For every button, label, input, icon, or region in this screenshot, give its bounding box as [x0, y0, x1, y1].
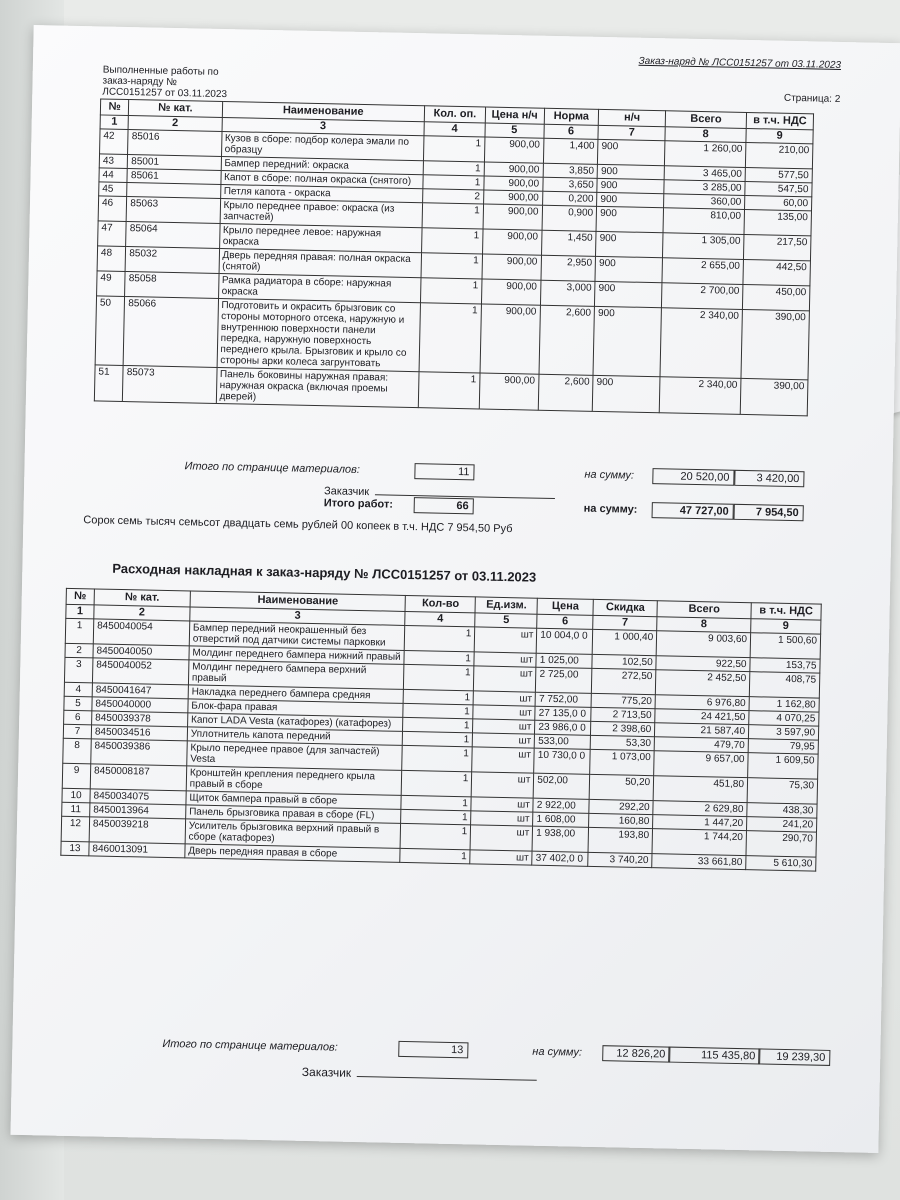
cell-vat: 408,75: [749, 672, 819, 698]
works-total-sum: 47 727,00: [652, 502, 734, 520]
cell-total: 2 700,00: [662, 283, 744, 310]
cell-norm: 3,850: [543, 163, 598, 178]
parts-page-total-sum: 115 435,80: [668, 1047, 760, 1065]
cell-price: 900,00: [481, 279, 540, 305]
works-page-total-vat: 3 420,00: [734, 470, 804, 487]
works-caption: [102, 64, 283, 101]
col-number: 7: [593, 615, 657, 630]
cell-price: 2 922,00: [533, 798, 589, 813]
works-total-sum-label: на сумму:: [583, 502, 638, 516]
caption-line: ЛСС0151257 от 03.11.2023: [102, 86, 228, 101]
col-header: Кол-во: [406, 595, 476, 612]
cell-price: 2 725,00: [536, 667, 592, 693]
cell-n: 4: [64, 682, 92, 697]
col-number: 3: [190, 607, 406, 626]
col-number: 7: [598, 125, 665, 140]
cell-cat: 8450041647: [92, 683, 188, 699]
cell-cat: 8450040000: [92, 697, 188, 713]
cell-nh: 900: [593, 306, 661, 376]
cell-qty: 1: [401, 823, 471, 849]
works-total-label: Итого работ:: [323, 497, 394, 511]
col-header: Скидка: [593, 599, 657, 616]
col-header: Кол. оп.: [424, 106, 485, 123]
cell-name: Накладка переднего бампера средняя: [188, 685, 404, 704]
cell-vat: 450,00: [743, 284, 810, 310]
cell-norm: 1,450: [541, 230, 596, 256]
cell-total: 3 465,00: [664, 166, 745, 182]
cell-unit: шт: [473, 733, 535, 748]
cell-unit: шт: [473, 705, 535, 720]
col-number: 1: [66, 604, 94, 619]
cell-n: 11: [62, 802, 90, 817]
col-header: Наименование: [222, 101, 425, 121]
cell-name: Крыло переднее правое (для запчастей) Vesta: [187, 741, 403, 771]
cell-n: 45: [99, 182, 128, 197]
cell-vat: 5 610,30: [746, 856, 816, 871]
col-header: Всего: [657, 601, 751, 619]
cell-total: 2 340,00: [660, 308, 742, 379]
cell-price: 900,00: [484, 162, 543, 177]
cell-price: 900,00: [482, 254, 541, 280]
cell-name: Кронштейн крепления переднего крыла правый в сборе: [186, 766, 402, 796]
cell-unit: шт: [471, 811, 533, 826]
col-header: №: [66, 588, 94, 605]
cell-price: 900,00: [484, 137, 543, 163]
col-header: в т.ч. НДС: [746, 112, 813, 129]
cell-cat: 85066: [123, 297, 218, 368]
cell-unit: шт: [473, 719, 535, 734]
col-number: 4: [424, 122, 485, 137]
works-total-qty: 66: [414, 497, 474, 514]
cell-n: 7: [63, 724, 91, 739]
cell-disc: 272,50: [592, 668, 656, 694]
cell-name: Усилитель брызговика верхний правый в сборе (катафорез): [185, 819, 401, 849]
cell-qty: 1: [423, 175, 484, 190]
cell-unit: шт: [472, 747, 534, 773]
cell-name: Рамка радиатора в сборе: наружная окраска: [218, 273, 421, 302]
cell-cat: 85032: [125, 247, 219, 274]
cell-total: 2 629,80: [653, 801, 747, 817]
cell-total: 9 657,00: [654, 751, 748, 778]
col-number: 2: [94, 605, 190, 621]
cell-vat: 442,50: [743, 259, 810, 285]
cell-qty: 1: [405, 625, 475, 651]
cell-n: 12: [61, 816, 89, 842]
cell-n: 47: [98, 221, 127, 247]
cell-price: 900,00: [483, 204, 542, 230]
cell-disc: 1 073,00: [590, 749, 654, 775]
cell-unit: шт: [475, 627, 537, 653]
cell-price: 1 938,00: [532, 826, 588, 852]
works-page-total-sum: 20 520,00: [652, 468, 734, 486]
cell-unit: шт: [473, 691, 535, 706]
col-number: 4: [405, 611, 475, 626]
cell-n: 43: [99, 154, 128, 169]
cell-qty: 1: [400, 848, 470, 863]
cell-name: Бампер передний неокрашенный без отверстий под датчики системы парковки: [189, 621, 405, 651]
cell-qty: 1: [422, 203, 483, 229]
cell-total: 451,80: [653, 776, 747, 803]
cell-cat: 85063: [126, 197, 220, 224]
cell-cat: 8450039386: [91, 739, 187, 766]
cell-name: Щиток бампера правый в сборе: [186, 791, 402, 810]
cell-unit: шт: [470, 850, 532, 865]
cell-total: 24 421,50: [655, 709, 749, 725]
cell-disc: 775,20: [591, 693, 655, 708]
cell-qty: 1: [404, 650, 474, 665]
cell-name: Уплотнитель капота передний: [187, 727, 403, 746]
cell-n: 2: [65, 643, 93, 658]
cell-price: 7 752,00: [535, 692, 591, 707]
parts-page-total-qty: 13: [398, 1041, 468, 1058]
col-number: 2: [128, 116, 221, 132]
cell-price: 1 608,00: [533, 812, 589, 827]
cell-norm: 0,200: [542, 191, 597, 206]
cell-price: 10 004,0 0: [536, 628, 592, 654]
cell-price: 37 402,0 0: [532, 851, 588, 866]
cell-total: 810,00: [663, 208, 745, 235]
cell-unit: шт: [474, 652, 536, 667]
col-header: н/ч: [598, 109, 665, 126]
col-number: 9: [751, 619, 821, 634]
cell-cat: 8450034516: [91, 725, 187, 741]
cell-total: 2 340,00: [659, 377, 741, 415]
cell-name: Дверь передняя правая: полная окраска (снятой): [219, 248, 422, 277]
cell-vat: 135,00: [744, 209, 811, 235]
works-page-total-label: Итого по странице материалов:: [184, 460, 361, 476]
cell-qty: 1: [403, 731, 473, 746]
works-table: [94, 98, 814, 416]
cell-nh: 900: [596, 206, 663, 232]
cell-n: 3: [64, 657, 92, 683]
document-page: [10, 25, 900, 1153]
cell-qty: 1: [422, 228, 483, 254]
cell-total: 360,00: [664, 194, 745, 210]
parts-sum-label: на сумму:: [532, 1045, 583, 1059]
cell-n: 48: [97, 246, 126, 272]
cell-qty: 1: [402, 745, 472, 771]
cell-cat: 85001: [128, 155, 221, 171]
cell-n: 9: [62, 763, 90, 789]
cell-total: 1 305,00: [663, 233, 745, 260]
cell-norm: 3,000: [540, 280, 595, 306]
cell-n: 50: [95, 296, 125, 366]
col-number: 8: [665, 127, 746, 143]
cell-nh: 900: [595, 281, 662, 307]
cell-vat: 241,20: [747, 817, 817, 832]
cell-n: 13: [61, 841, 89, 856]
parts-page-total-label: Итого по странице материалов:: [162, 1037, 338, 1054]
cell-vat: 60,00: [745, 195, 812, 210]
cell-total: 922,50: [656, 656, 750, 672]
cell-price: 533,00: [534, 734, 590, 749]
cell-price: 502,00: [533, 773, 589, 799]
cell-vat: 4 070,25: [749, 711, 819, 726]
works-sum-label: на сумму:: [584, 468, 635, 482]
cell-n: 42: [100, 129, 129, 155]
cell-qty: 1: [401, 795, 471, 810]
cell-qty: 1: [421, 253, 482, 279]
cell-n: 8: [63, 738, 91, 764]
cell-vat: 210,00: [746, 142, 813, 168]
cell-price: 900,00: [480, 304, 540, 374]
cell-n: 10: [62, 788, 90, 803]
cell-qty: 1: [418, 372, 480, 409]
cell-norm: 2,600: [538, 374, 593, 411]
cell-total: 9 003,60: [656, 631, 750, 658]
col-number: 8: [657, 617, 751, 633]
cell-disc: 292,20: [589, 799, 653, 814]
parts-table: [60, 588, 821, 872]
cell-qty: 2: [423, 189, 484, 204]
page-number: Страница: 2: [783, 92, 841, 105]
cell-cat: 8450039378: [92, 711, 188, 727]
cell-norm: 3,650: [542, 177, 597, 192]
cell-vat: 438,30: [747, 803, 817, 818]
cell-name: Молдинг переднего бампера верхний правый: [188, 660, 404, 690]
works-page-total-qty: 11: [414, 463, 474, 480]
cell-total: 2 452,50: [656, 670, 750, 697]
col-number: 6: [544, 124, 599, 139]
cell-cat: 8450040054: [93, 619, 189, 646]
col-number: 1: [100, 115, 129, 130]
cell-price: 900,00: [483, 190, 542, 205]
cell-qty: 1: [404, 664, 474, 690]
cell-unit: шт: [470, 825, 532, 851]
cell-norm: 1,400: [543, 138, 598, 164]
cell-cat: 8450040050: [93, 644, 189, 660]
cell-name: Кузов в сборе: подбор колера эмали по образцу: [221, 131, 424, 160]
cell-cat: 85061: [127, 169, 220, 185]
cell-vat: 217,50: [744, 234, 811, 260]
cell-disc: 102,50: [592, 654, 656, 669]
cell-total: 1 260,00: [665, 141, 747, 168]
cell-total: 3 285,00: [664, 180, 745, 196]
parts-customer: [302, 1065, 538, 1084]
col-header: Норма: [544, 108, 599, 125]
cell-nh: 900: [596, 231, 663, 257]
signature-line: [375, 484, 555, 499]
cell-name: Подготовить и окрасить брызговик со стороны моторного отсека, наружную и внутреннюю поверхности панели передка, наружную поверхность переднего крыла. Брызговик и крыло со стороны арки колеса загрунтовать: [217, 298, 421, 371]
cell-norm: 2,950: [541, 255, 596, 281]
cell-qty: 1: [421, 278, 482, 304]
cell-vat: 390,00: [741, 309, 809, 379]
cell-cat: 8460013091: [89, 842, 185, 858]
cell-name: Бампер передний: окраска: [221, 156, 424, 174]
col-number: 6: [537, 614, 593, 629]
col-header: в т.ч. НДС: [751, 603, 821, 620]
col-number: 3: [222, 117, 425, 135]
cell-cat: 8450008187: [90, 764, 186, 791]
col-header: Ед.изм.: [475, 597, 537, 614]
cell-name: Крыло переднее правое: окраска (из запчастей): [220, 198, 423, 227]
parts-page-total-vat: 19 239,30: [758, 1048, 830, 1066]
cell-norm: 2,600: [539, 305, 595, 375]
cell-nh: 900: [593, 375, 661, 412]
cell-qty: 1: [402, 770, 472, 796]
caption-line: заказ-наряду №: [102, 75, 178, 89]
cell-vat: 290,70: [746, 831, 816, 857]
cell-nh: 900: [598, 139, 665, 165]
col-header: Наименование: [190, 591, 406, 612]
cell-qty: 1: [403, 717, 473, 732]
cell-qty: 1: [423, 161, 484, 176]
customer-label: Заказчик: [323, 485, 370, 499]
cell-total: 479,70: [654, 737, 748, 753]
cell-cat: 85064: [126, 222, 220, 249]
cell-disc: 50,20: [589, 774, 653, 800]
cell-qty: 1: [404, 689, 474, 704]
cell-cat: 85073: [123, 365, 217, 403]
cell-vat: 79,95: [748, 739, 818, 754]
cell-vat: 75,30: [747, 778, 817, 804]
cell-total: 1 447,20: [653, 815, 747, 831]
order-title: Заказ-наряд № ЛСС0151257 от 03.11.2023: [638, 55, 842, 71]
parts-title: Расходная накладная к заказ-наряду № ЛСС0151257 от 03.11.2023: [112, 560, 537, 585]
cell-total: 33 661,80: [652, 854, 746, 870]
cell-vat: 577,50: [745, 167, 812, 182]
cell-vat: 153,75: [750, 658, 820, 673]
cell-nh: 900: [597, 164, 664, 179]
works-total-vat: 7 954,50: [734, 504, 804, 521]
cell-price: 1 025,00: [536, 653, 592, 668]
cell-price: 10 730,0 0: [534, 748, 590, 774]
cell-n: 44: [99, 168, 128, 183]
cell-total: 2 655,00: [662, 258, 744, 285]
cell-total: 6 976,80: [655, 695, 749, 711]
col-header: Всего: [665, 111, 746, 129]
customer-label: Заказчик: [301, 1064, 352, 1080]
cell-n: 49: [97, 271, 126, 297]
cell-disc: 193,80: [588, 827, 652, 853]
cell-n: 6: [64, 710, 92, 725]
cell-name: Дверь передняя правая в сборе: [185, 844, 401, 863]
cell-name: Панель боковины наружная правая: наружная окраска (включая проемы дверей): [216, 367, 419, 407]
cell-cat: 85016: [128, 130, 222, 157]
cell-price: 900,00: [484, 176, 543, 191]
cell-unit: шт: [472, 772, 534, 798]
cell-price: 27 135,0 0: [535, 706, 591, 721]
cell-unit: шт: [474, 666, 536, 692]
cell-cat: 8450039218: [89, 817, 185, 844]
cell-name: Молдинг переднего бампера нижний правый: [189, 646, 405, 665]
col-number: 5: [475, 613, 537, 628]
cell-name: Петля капота - окраска: [220, 184, 423, 202]
cell-disc: 53,30: [590, 735, 654, 750]
cell-qty: 1: [419, 303, 481, 373]
cell-vat: 1 609,50: [748, 753, 818, 779]
cell-n: 46: [98, 196, 127, 222]
cell-unit: шт: [471, 797, 533, 812]
cell-n: 5: [64, 696, 92, 711]
cell-cat: 8450034075: [90, 789, 186, 805]
cell-norm: 0,900: [542, 205, 597, 231]
cell-nh: 900: [597, 178, 664, 193]
cell-disc: 1 000,40: [592, 629, 656, 655]
cell-name: Капот в сборе: полная окраска (снятого): [220, 170, 423, 188]
col-number: 9: [746, 128, 813, 143]
cell-vat: 390,00: [740, 378, 808, 415]
cell-total: 21 587,40: [655, 723, 749, 739]
cell-qty: 1: [424, 136, 485, 162]
cell-disc: 2 713,50: [591, 707, 655, 722]
cell-vat: 547,50: [745, 181, 812, 196]
cell-n: 1: [65, 618, 93, 644]
cell-cat: 85058: [125, 272, 219, 299]
cell-name: Капот LADA Vesta (катафорез) (катафорез): [187, 713, 403, 732]
col-header: № кат.: [129, 100, 222, 118]
cell-disc: 2 398,60: [591, 721, 655, 736]
cell-nh: 900: [595, 256, 662, 282]
caption-line: Выполненные работы по: [102, 64, 219, 78]
col-number: 5: [485, 123, 544, 138]
cell-cat: 8450013964: [90, 803, 186, 819]
amount-in-words: Сорок семь тысяч семьсот двадцать семь рублей 00 копеек в т.ч. НДС 7 954,50 Руб: [83, 514, 513, 536]
cell-nh: 900: [597, 192, 664, 207]
col-header: Цена н/ч: [485, 107, 544, 124]
cell-total: 1 744,20: [652, 829, 746, 856]
cell-price: 23 986,0 0: [535, 720, 591, 735]
cell-qty: 1: [403, 703, 473, 718]
signature-line: [357, 1066, 537, 1081]
cell-vat: 3 597,90: [748, 725, 818, 740]
cell-vat: 1 500,60: [750, 633, 820, 659]
cell-qty: 1: [401, 809, 471, 824]
cell-name: Крыло переднее левое: наружная окраска: [219, 223, 422, 252]
cell-price: 900,00: [482, 229, 541, 255]
cell-vat: 1 162,80: [749, 697, 819, 712]
cell-name: Блок-фара правая: [188, 699, 404, 718]
cell-disc: 3 740,20: [588, 852, 652, 867]
col-header: №: [100, 99, 129, 116]
cell-name: Панель брызговика правая в сборе (FL): [185, 805, 401, 824]
col-header: № кат.: [94, 589, 190, 607]
col-header: Цена: [537, 598, 593, 615]
cell-price: 900,00: [479, 373, 538, 410]
cell-disc: 160,80: [589, 813, 653, 828]
parts-page-total-disc: 12 826,20: [602, 1045, 670, 1062]
cell-n: 51: [94, 365, 123, 402]
cell-cat: 8450040052: [92, 658, 188, 685]
